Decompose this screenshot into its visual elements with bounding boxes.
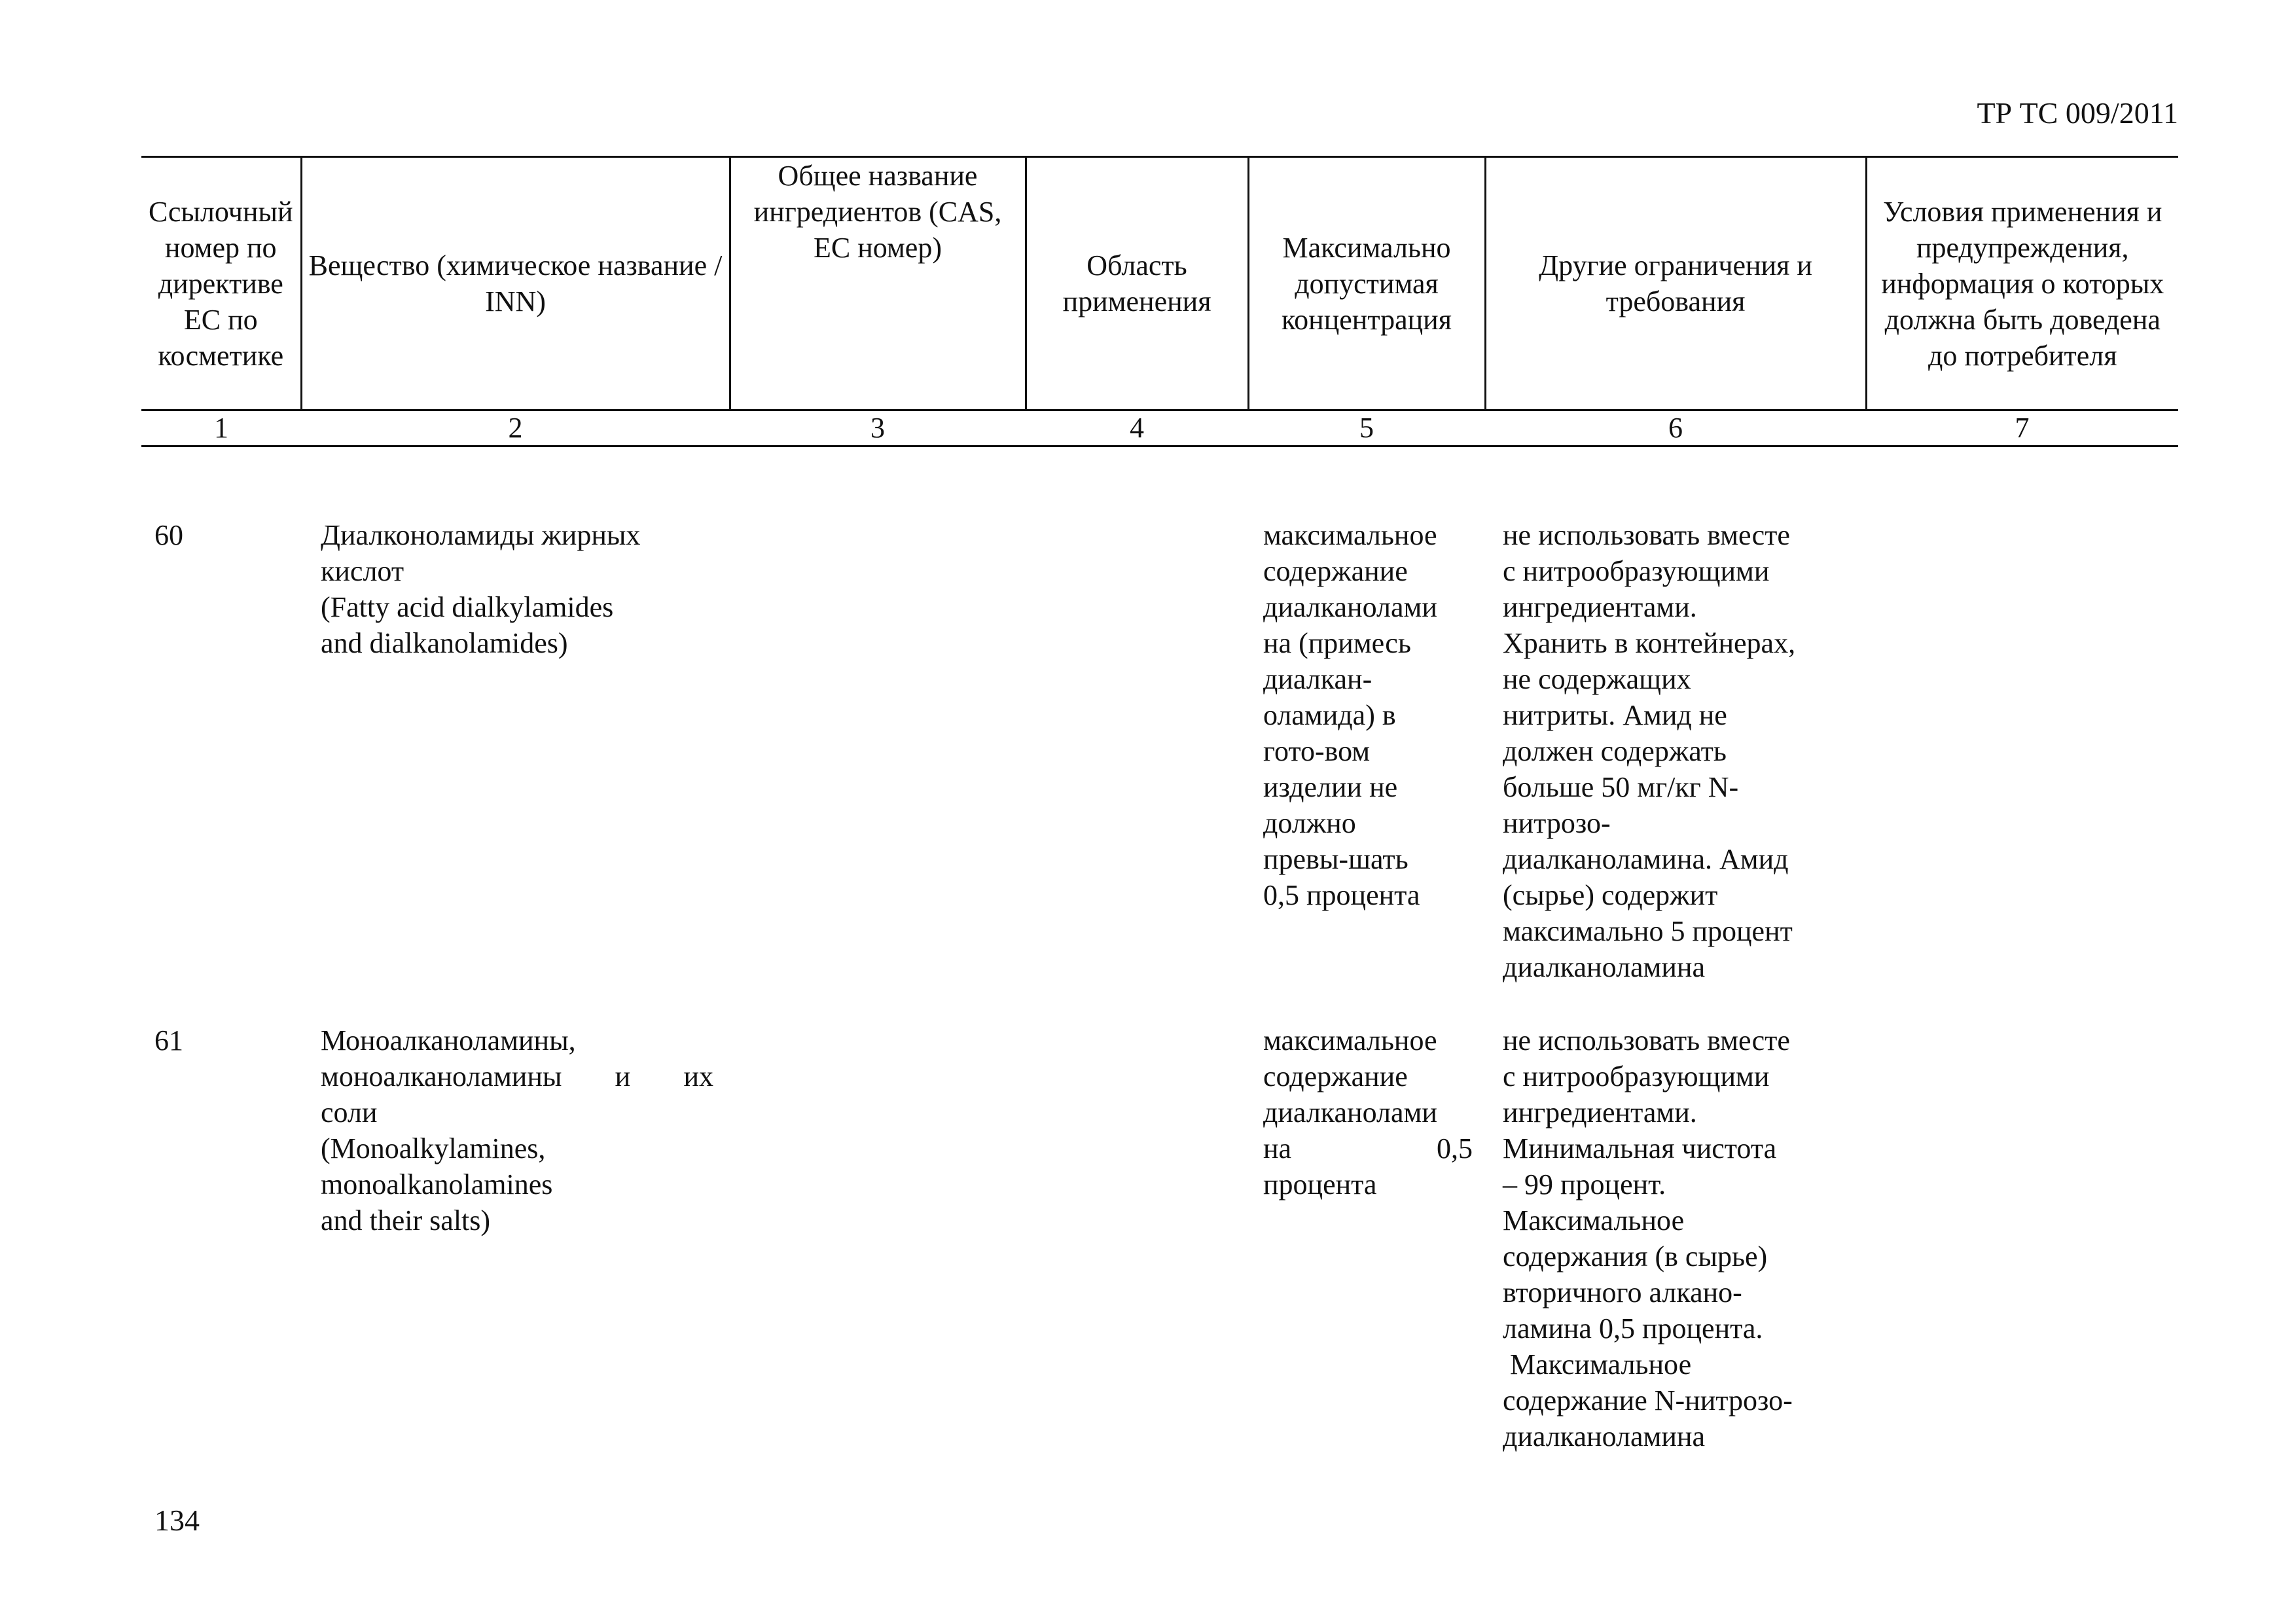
column-number: 7 xyxy=(1866,410,2178,446)
restriction-line: вторичного алкано- xyxy=(1503,1276,1742,1308)
restriction-line: нитрозо- xyxy=(1503,807,1611,839)
restriction-line: ингредиентами. xyxy=(1503,1096,1697,1128)
restriction-line: (сырье) содержит xyxy=(1503,879,1718,911)
column-number: 1 xyxy=(141,410,301,446)
restriction-line: Максимальное xyxy=(1503,1204,1685,1236)
row-ref-number: 61 xyxy=(154,1024,183,1056)
substance-name xyxy=(321,517,713,661)
concentration-line: диалканолами xyxy=(1263,1096,1437,1128)
restriction-line: содержание N-нитрозо- xyxy=(1503,1384,1793,1416)
restriction-line: максимально 5 процент xyxy=(1503,915,1793,947)
concentration-line: изделии не xyxy=(1263,771,1398,803)
header-common-name: Общее название ингредиентов (CAS, ЕС номер) xyxy=(730,157,1026,410)
concentration-line: на (примесь xyxy=(1263,627,1411,659)
substance-line: кислот xyxy=(321,555,404,587)
restriction-line: – 99 процент. xyxy=(1503,1168,1666,1200)
concentration-line: диалканолами xyxy=(1263,591,1437,623)
page-number: 134 xyxy=(154,1504,200,1537)
header-substance: Вещество (химическое название / INN) xyxy=(301,157,730,410)
restriction-line: ингредиентами. xyxy=(1503,591,1697,623)
max-concentration xyxy=(1263,1022,1473,1202)
concentration-line: гото-вом xyxy=(1263,735,1371,767)
header-max-concentration: Максимально допустимая концентрация xyxy=(1248,157,1485,410)
concentration-line: превы-шать xyxy=(1263,843,1408,875)
restriction-line: с нитрообразующими xyxy=(1503,1060,1770,1092)
column-number: 3 xyxy=(730,410,1026,446)
substance-line: соли xyxy=(321,1096,378,1128)
column-number: 2 xyxy=(301,410,730,446)
concentration-line: на 0,5 xyxy=(1263,1132,1473,1164)
concentration-line: максимальное xyxy=(1263,1024,1437,1056)
restriction-line: больше 50 мг/кг N- xyxy=(1503,771,1739,803)
restriction-line: не использовать вместе xyxy=(1503,1024,1790,1056)
substance-line: (Monoalkylamines, xyxy=(321,1132,546,1164)
restriction-line: не использовать вместе xyxy=(1503,519,1790,551)
row-ref-number: 60 xyxy=(154,519,183,551)
concentration-line: 0,5 процента xyxy=(1263,879,1420,911)
restriction-line: должен содержать xyxy=(1503,735,1727,767)
concentration-line: должно xyxy=(1263,807,1356,839)
concentration-line: содержание xyxy=(1263,555,1408,587)
other-restrictions xyxy=(1503,517,1856,985)
restriction-line: диалканоламина. Амид xyxy=(1503,843,1789,875)
substance-line: and their salts) xyxy=(321,1204,491,1236)
table-header xyxy=(141,156,2178,447)
column-number: 4 xyxy=(1026,410,1248,446)
concentration-line: диалкан- xyxy=(1263,663,1372,695)
restriction-line: не содержащих xyxy=(1503,663,1691,695)
substance-line: and dialkanolamides) xyxy=(321,627,568,659)
column-number: 5 xyxy=(1248,410,1485,446)
concentration-line: оламида) в xyxy=(1263,699,1396,731)
restriction-line: ламина 0,5 процента. xyxy=(1503,1312,1763,1344)
restriction-line: нитриты. Амид не xyxy=(1503,699,1727,731)
max-concentration xyxy=(1263,517,1473,913)
other-restrictions xyxy=(1503,1022,1856,1454)
restriction-line: Хранить в контейнерах, xyxy=(1503,627,1796,659)
restriction-line: Максимальное xyxy=(1503,1348,1692,1380)
header-ref-number: Ссылочный номер по директиве ЕС по косметике xyxy=(141,157,301,410)
substance-name xyxy=(321,1022,713,1238)
restriction-line: содержания (в сырье) xyxy=(1503,1240,1768,1272)
restriction-line: с нитрообразующими xyxy=(1503,555,1770,587)
column-number: 6 xyxy=(1485,410,1866,446)
restriction-line: диалканоламина xyxy=(1503,1420,1705,1453)
header-conditions-warnings: Условия применения и предупреждения, информация о которых должна быть доведена до потребителя xyxy=(1866,157,2178,410)
concentration-line: максимальное xyxy=(1263,519,1437,551)
substance-line: Моноалканоламины, xyxy=(321,1024,576,1056)
header-area-of-use: Область применения xyxy=(1026,157,1248,410)
header-other-restrictions: Другие ограничения и требования xyxy=(1485,157,1866,410)
substance-line: моноалканоламины и их xyxy=(321,1060,713,1092)
restriction-line: Минимальная чистота xyxy=(1503,1132,1777,1164)
substance-line: (Fatty acid dialkylamides xyxy=(321,591,614,623)
substance-line: monoalkanolamines xyxy=(321,1168,553,1200)
document-code: ТР ТС 009/2011 xyxy=(1977,96,2178,130)
substance-line: Диалконоламиды жирных xyxy=(321,519,641,551)
concentration-line: содержание xyxy=(1263,1060,1408,1092)
concentration-line: процента xyxy=(1263,1168,1377,1200)
restriction-line: диалканоламина xyxy=(1503,951,1705,983)
